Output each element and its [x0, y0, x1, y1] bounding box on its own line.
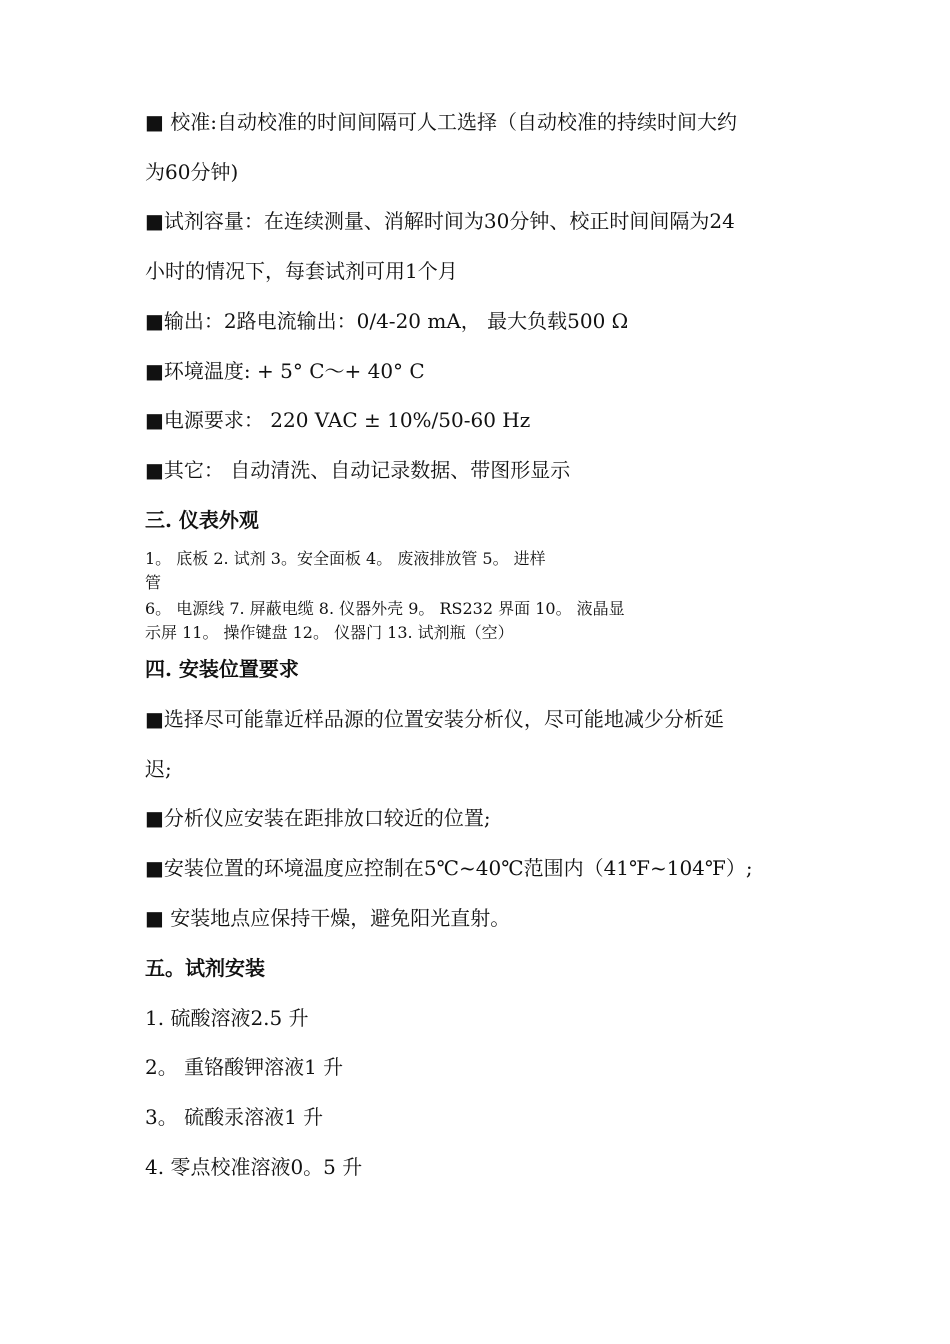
location-line-2: ■分析仪应安装在距排放口较近的位置; [145, 806, 491, 830]
section-5-heading: 五。试剂安装 [145, 956, 265, 980]
reagent-item-1: 1. 硫酸溶液2.5 升 [145, 1006, 309, 1030]
location-line-3: ■安装位置的环境温度应控制在5℃~40℃范围内（41℉~104℉）; [145, 856, 753, 880]
location-line-4: ■ 安装地点应保持干燥，避免阳光直射。 [145, 906, 511, 930]
parts-list-line-3: 6。 电源线 7. 屏蔽电缆 8. 仪器外壳 9。 RS232 界面 10。 液晶显 [145, 599, 625, 618]
location-line-1-cont: 迟; [145, 757, 172, 781]
calibration-line: ■ 校准:自动校准的时间间隔可人工选择（自动校准的持续时间大约 [145, 110, 737, 134]
power-line: ■电源要求： 220 VAC ± 10%/50-60 Hz [145, 408, 531, 432]
parts-list-line-4: 示屏 11。 操作键盘 12。 仪器门 13. 试剂瓶（空） [145, 623, 514, 642]
ambient-temp-line: ■环境温度: + 5° C～+ 40° C [145, 359, 425, 383]
location-line-1: ■选择尽可能靠近样品源的位置安装分析仪，尽可能地减少分析延 [145, 707, 724, 731]
section-4-heading: 四. 安装位置要求 [145, 657, 299, 681]
output-line: ■输出：2路电流输出：0/4-20 mA， 最大负载500 Ω [145, 309, 629, 333]
reagent-item-3: 3。 硫酸汞溶液1 升 [145, 1105, 324, 1129]
parts-list-line-2: 管 [145, 573, 162, 592]
parts-list-line-1: 1。 底板 2. 试剂 3。安全面板 4。 废液排放管 5。 进样 [145, 549, 546, 568]
other-line: ■其它： 自动清洗、自动记录数据、带图形显示 [145, 458, 571, 482]
calibration-line-cont: 为60分钟) [145, 160, 239, 184]
reagent-item-2: 2。 重铬酸钾溶液1 升 [145, 1055, 344, 1079]
reagent-capacity-line-cont: 小时的情况下，每套试剂可用1个月 [145, 259, 458, 283]
reagent-item-4: 4. 零点校准溶液0。5 升 [145, 1155, 363, 1179]
section-3-heading: 三. 仪表外观 [145, 508, 259, 532]
reagent-capacity-line: ■试剂容量：在连续测量、消解时间为30分钟、校正时间间隔为24 [145, 209, 735, 233]
